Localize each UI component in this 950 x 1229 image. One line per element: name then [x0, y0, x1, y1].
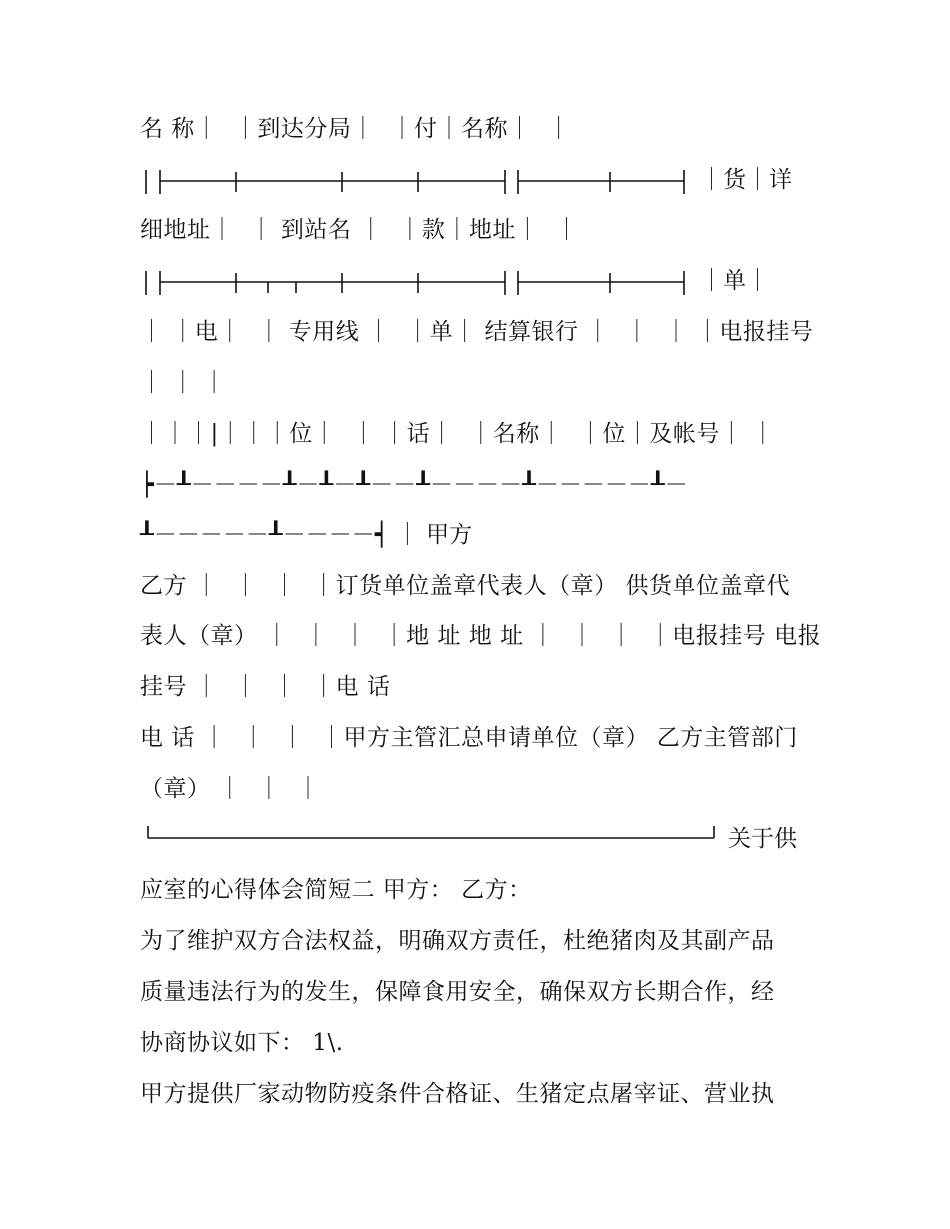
doc-line-1: 名 称｜ ｜到达分局｜ ｜付｜名称｜ ｜	[140, 116, 571, 142]
doc-line-8-separator: ┝－┸－－－－┸－┸－┸－－┸－－－－┸－－－－－┸－	[140, 472, 688, 498]
table-rule-row4	[146, 271, 684, 295]
doc-line-19: 协商协议如下： 1\.	[140, 1030, 344, 1056]
doc-line-13: 电 话 ｜ ｜ ｜ ｜甲方主管汇总申请单位（章） 乙方主管部门	[140, 725, 798, 751]
doc-line-20: 甲方提供厂家动物防疫条件合格证、生猪定点屠宰证、营业执	[140, 1081, 775, 1107]
doc-line-2-tail: ｜货｜详	[700, 167, 792, 193]
doc-line-15-tail: 关于供	[728, 826, 797, 852]
doc-line-6: ｜ ｜ ｜	[140, 370, 227, 396]
doc-line-10: 乙方 ｜ ｜ ｜ ｜订货单位盖章代表人（章） 供货单位盖章代	[140, 573, 790, 599]
doc-line-14: （章） ｜ ｜ ｜	[140, 776, 321, 802]
doc-line-7: ｜｜｜|｜｜｜位｜ ｜ ｜话｜ ｜名称｜ ｜位｜及帐号｜ ｜	[140, 421, 775, 447]
doc-line-5: ｜ ｜电｜ ｜ 专用线 ｜ ｜单｜ 结算银行 ｜ ｜ ｜ ｜电报挂号	[140, 319, 814, 345]
doc-line-16: 应室的心得体会简短二 甲方： 乙方：	[140, 877, 532, 903]
doc-line-12: 挂号 ｜ ｜ ｜ ｜电 话	[140, 674, 391, 700]
doc-line-4-tail: ｜单｜	[700, 268, 769, 294]
doc-line-17: 为了维护双方合法权益，明确双方责任，杜绝猪肉及其副产品	[140, 928, 775, 954]
doc-line-9: ┸－－－－－┸－－－－┥ ｜ 甲方	[140, 522, 473, 548]
table-rule-bottom	[148, 826, 714, 838]
doc-line-11: 表人（章） ｜ ｜ ｜ ｜地 址 地 址 ｜ ｜ ｜ ｜电报挂号 电报	[140, 623, 822, 649]
table-rule-row2	[146, 170, 684, 194]
doc-line-18: 质量违法行为的发生，保障食用安全，确保双方长期合作，经	[140, 979, 775, 1005]
doc-line-3: 细地址｜ ｜ 到站名 ｜ ｜款｜地址｜ ｜	[140, 217, 579, 243]
